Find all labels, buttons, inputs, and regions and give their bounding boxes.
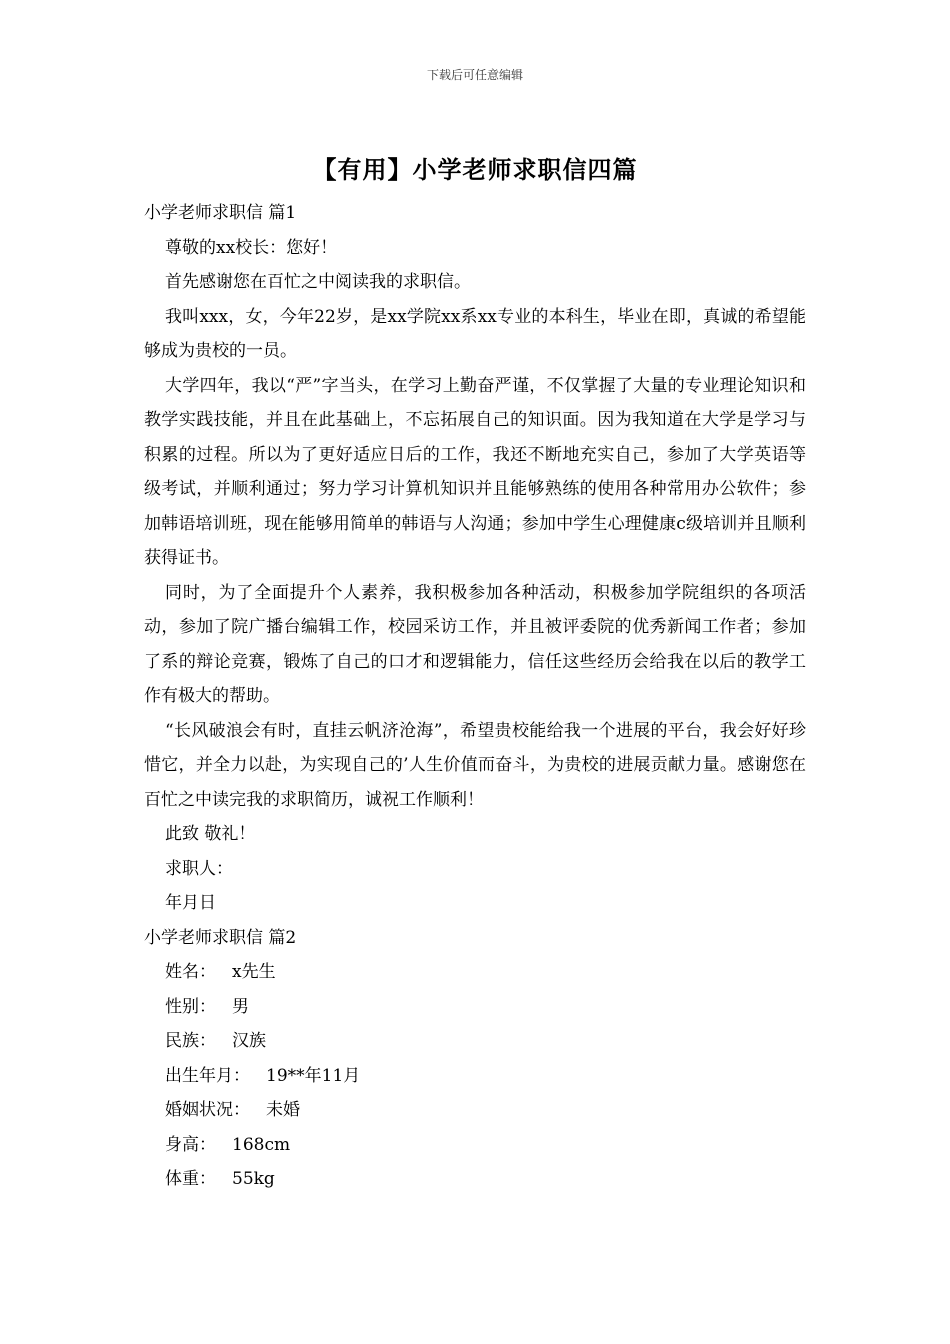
field-value: 19**年11月 <box>266 1065 361 1086</box>
letter-1-closing: 此致 敬礼！ <box>165 824 256 844</box>
page-header: 下载后可任意编辑 <box>426 68 523 82</box>
field-label: 体重： <box>165 1169 216 1189</box>
letter-1-paragraph: “长风破浪会有时，直挂云帆济沧海”，希望贵校能给我一个进展的平台，我会好好珍惜它，并全力以赴，为实现自己的’人生价值而奋斗，为贵校的进展贡献力量。感谢您在百忙之中读完我的求职简历，诚祝工作顺利！ <box>144 720 806 810</box>
letter-1-heading: 小学老师求职信 篇1 <box>144 203 297 223</box>
letter-1-signature: 求职人： <box>165 858 233 879</box>
field-label: 姓名： <box>165 962 216 982</box>
field-label: 出生年月： <box>165 1065 250 1086</box>
letter-1-date: 年月日 <box>165 893 216 913</box>
field-row-height <box>144 1128 806 1163</box>
field-label: 性别： <box>165 996 216 1017</box>
document-title: 【有用】小学老师求职信四篇 <box>312 156 638 184</box>
field-value: 男 <box>232 996 249 1017</box>
field-label: 身高： <box>165 1134 216 1155</box>
letter-1-paragraph: 同时，为了全面提升个人素养，我积极参加各种活动，积极参加学院组织的各项活动，参加了院广播台编辑工作，校园采访工作，并且被评委院的优秀新闻工作者；参加了系的辩论竞赛，锻炼了自己的口才和逻辑能力，信任这些经历会给我在以后的教学工作有极大的帮助。 <box>144 582 806 706</box>
field-value: 168cm <box>232 1134 291 1155</box>
letter-1-paragraph: 大学四年，我以“严”字当头，在学习上勤奋严谨，不仅掌握了大量的专业理论知识和教学实践技能，并且在此基础上，不忘拓展自己的知识面。因为我知道在大学是学习与积累的过程。所以为了更好适应日后的工作，我还不断地充实自己，参加了大学英语等级考试，并顺利通过；努力学习计算机知识并且能够熟练的使用各种常用办公软件；参加韩语培训班，现在能够用简单的韩语与人沟通；参加中学生心理健康c级培训并且顺利获得证书。 <box>144 375 806 568</box>
field-value: 未婚 <box>266 1100 300 1120</box>
letter-1-paragraph: 我叫xxx，女，今年22岁，是xx学院xx系xx专业的本科生，毕业在即，真诚的希望能够成为贵校的一员。 <box>144 306 806 361</box>
field-value: 汉族 <box>232 1031 266 1051</box>
document-body <box>144 196 806 1197</box>
field-label: 民族： <box>165 1031 216 1051</box>
field-row-ethnicity <box>144 1024 806 1059</box>
field-row-name <box>144 955 806 990</box>
letter-1-paragraph: 首先感谢您在百忙之中阅读我的求职信。 <box>165 272 471 292</box>
field-row-weight <box>144 1162 806 1197</box>
letter-2-heading: 小学老师求职信 篇2 <box>144 927 297 948</box>
field-value: 55kg <box>232 1169 275 1189</box>
field-value: x先生 <box>232 962 276 982</box>
field-label: 婚姻状况： <box>165 1100 250 1120</box>
field-row-marital-status <box>144 1093 806 1128</box>
field-row-gender <box>144 990 806 1025</box>
field-row-birth-date <box>144 1059 806 1094</box>
letter-1-greeting: 尊敬的xx校长：您好！ <box>165 237 338 258</box>
